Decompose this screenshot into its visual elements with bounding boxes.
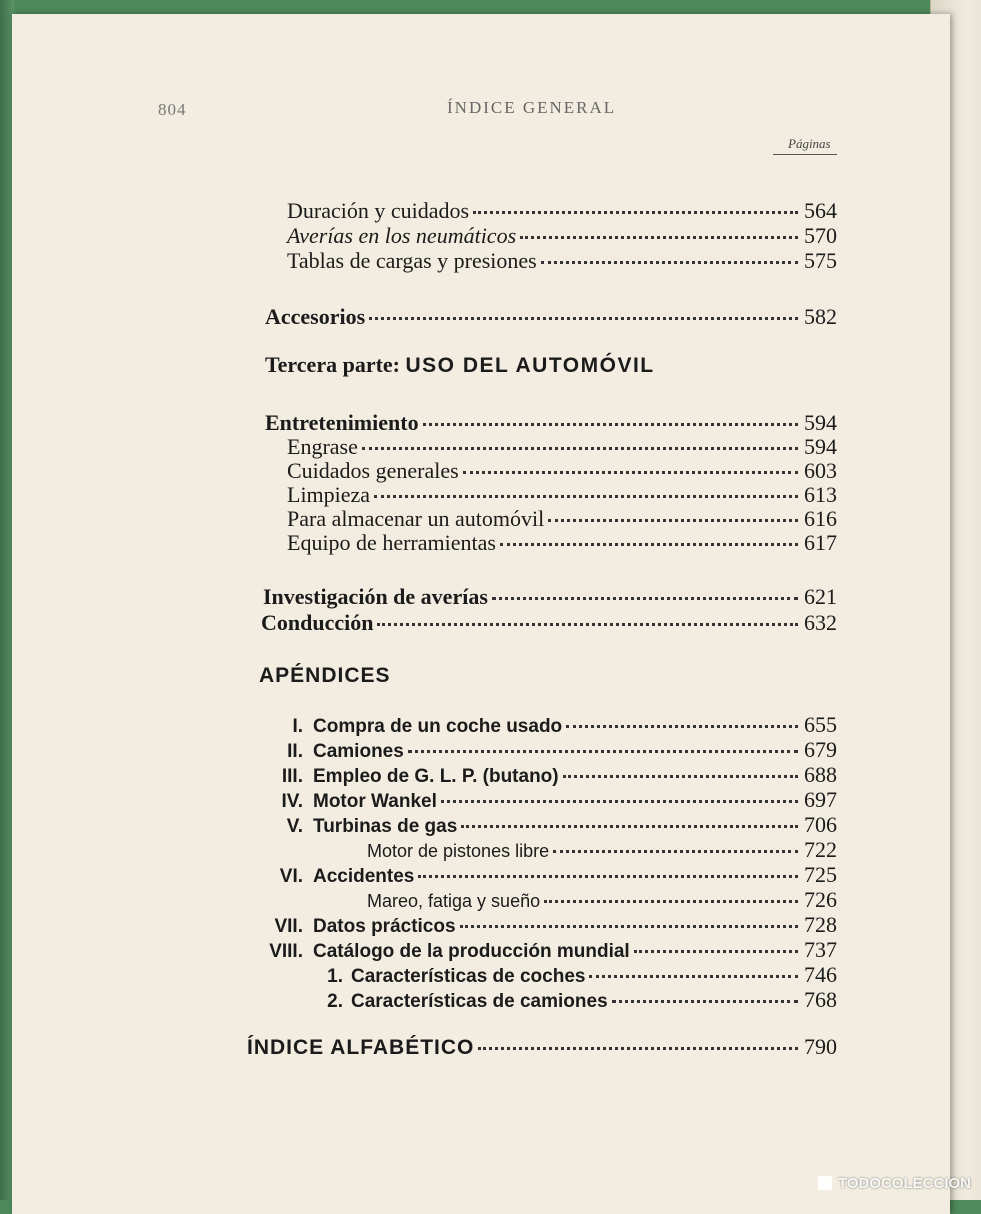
appendix-page: 728 [804,912,837,937]
toc-entry[interactable] [287,484,837,506]
entry-page: 790 [804,1034,837,1059]
leader-dots [460,925,798,928]
appendix-subentry[interactable] [313,989,837,1011]
appendix-page: 725 [804,862,837,887]
entry-page: 575 [804,248,837,273]
appendix-label: Compra de un coche usado [313,716,563,737]
appendix-number: V. [286,816,303,837]
appendix-label: Camiones [313,741,404,762]
appendix-number: VIII. [269,941,303,962]
appendix-number: I. [292,716,303,737]
entry-label: Investigación de averías [263,584,488,609]
appendix-entry[interactable] [243,939,837,961]
appendix-number: IV. [281,791,303,812]
running-title: ÍNDICE GENERAL [447,98,617,117]
appendix-entry[interactable] [243,864,837,886]
leader-dots [461,825,798,828]
appendix-page: 706 [804,812,837,837]
toc-entry[interactable] [261,612,837,634]
appendix-label: Motor de pistones libre [367,841,550,861]
leader-dots [589,975,798,978]
appendix-page: 768 [804,987,837,1012]
appendix-subentry[interactable] [313,964,837,986]
entry-page: 594 [804,410,837,435]
leader-dots [563,775,798,778]
entry-page: 632 [804,610,837,635]
toc-entry[interactable] [287,200,837,222]
appendix-entry[interactable] [243,789,837,811]
leader-dots [544,900,798,903]
appendix-label: Empleo de G. L. P. (butano) [313,766,559,787]
appendix-page: 746 [804,962,837,987]
entry-label: Conducción [261,610,374,635]
leader-dots [612,1000,798,1003]
toc-entry[interactable] [265,306,837,328]
entry-page: 570 [804,223,837,248]
page-number: 804 [158,100,187,119]
appendix-page: 726 [804,887,837,912]
part-heading [265,352,655,378]
entry-label: Equipo de herramientas [287,530,496,555]
appendix-label: Catálogo de la producción mundial [313,941,630,962]
appendix-label: Características de coches [351,966,586,987]
watermark-text: TODOCOLECCION [837,1175,971,1192]
leader-dots [478,1047,798,1050]
toc-entry[interactable] [287,508,837,530]
entry-label: ÍNDICE ALFABÉTICO [247,1036,475,1059]
entry-label: Averías en los neumáticos [287,223,517,248]
part-prefix: Tercera parte: [265,352,400,377]
appendix-number: VI. [279,866,303,887]
entry-page: 582 [804,304,837,329]
appendix-number: VII. [274,916,303,937]
appendix-label: Mareo, fatiga y sueño [367,891,541,911]
entry-label: Duración y cuidados [287,198,470,223]
toc-entry[interactable] [287,436,837,458]
leader-dots [377,623,798,626]
appendix-number: 2. [327,991,343,1012]
leader-dots [408,750,798,753]
entry-label: Accesorios [265,304,366,329]
leader-dots [500,543,798,546]
watermark [818,1175,971,1192]
appendix-subentry[interactable] [367,839,837,861]
entry-page: 613 [804,482,837,507]
toc-entry[interactable] [265,412,837,434]
leader-dots [492,597,798,600]
appendix-label: Datos prácticos [313,916,456,937]
watermark-logo-icon [818,1176,832,1190]
toc-entry[interactable] [287,460,837,482]
entry-label: Tablas de cargas y presiones [287,248,537,273]
entry-label: Limpieza [287,482,371,507]
leader-dots [423,423,798,426]
leader-dots [553,850,798,853]
apendices-heading: APÉNDICES [259,664,391,687]
entry-page: 617 [804,530,837,555]
appendix-number: 1. [327,966,343,987]
part-title: USO DEL AUTOMÓVIL [405,354,655,377]
leader-dots [441,800,798,803]
appendix-page: 697 [804,787,837,812]
entry-page: 616 [804,506,837,531]
entry-page: 603 [804,458,837,483]
appendix-entry[interactable] [243,814,837,836]
pages-column-rule [773,154,837,155]
appendix-entry[interactable] [243,914,837,936]
leader-dots [541,261,798,264]
appendix-label: Motor Wankel [313,791,437,812]
pages-column-label: Páginas [788,136,831,151]
entry-label: Para almacenar un automóvil [287,506,545,531]
appendix-entry[interactable] [243,764,837,786]
leader-dots [463,471,798,474]
appendix-number: III. [281,766,303,787]
leader-dots [369,317,798,320]
toc-entry[interactable] [247,1036,837,1058]
appendix-entry[interactable] [243,739,837,761]
appendix-page: 737 [804,937,837,962]
toc-entry[interactable] [263,586,837,608]
leader-dots [362,447,798,450]
appendix-label: Accidentes [313,866,415,887]
entry-label: Engrase [287,434,358,459]
leader-dots [374,495,798,498]
entry-page: 564 [804,198,837,223]
appendix-page: 679 [804,737,837,762]
leader-dots [520,236,798,239]
entry-page: 621 [804,584,837,609]
leader-dots [548,519,798,522]
appendix-page: 688 [804,762,837,787]
appendix-subentry[interactable] [367,889,837,911]
entry-label: Cuidados generales [287,458,459,483]
toc-entry[interactable] [287,225,837,247]
leader-dots [418,875,798,878]
entry-page: 594 [804,434,837,459]
appendix-label: Características de camiones [351,991,608,1012]
appendix-page: 655 [804,712,837,737]
leader-dots [566,725,798,728]
appendix-number: II. [287,741,303,762]
toc-entry[interactable] [287,532,837,554]
leader-dots [634,950,798,953]
appendix-entry[interactable] [243,714,837,736]
appendix-label: Turbinas de gas [313,816,458,837]
toc-entry[interactable] [287,250,837,272]
leader-dots [473,211,798,214]
entry-label: Entretenimiento [265,410,419,435]
appendix-page: 722 [804,837,837,862]
